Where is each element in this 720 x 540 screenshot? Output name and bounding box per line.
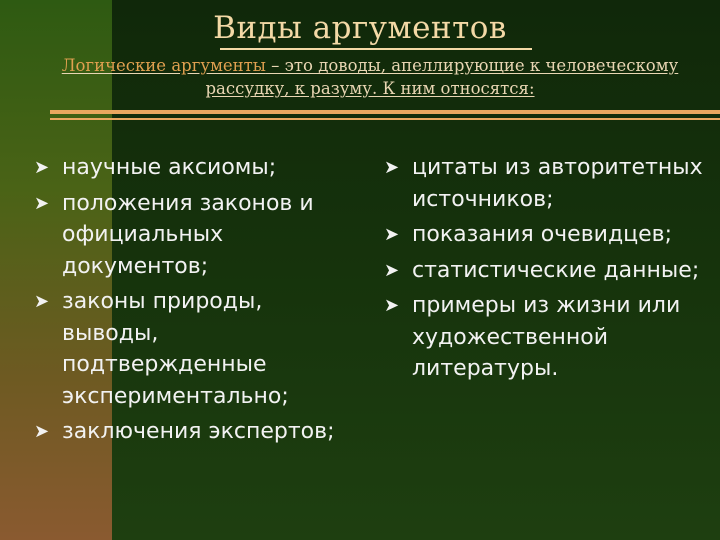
arrowhead-bullet-icon: ➤ [384,259,400,281]
list-item [34,152,364,184]
right-bullet-list [384,152,704,389]
list-item [34,286,364,412]
list-item [34,188,364,283]
subtitle-rest: – это доводы, апеллирующие к человеческому рассудку, к разуму. К ним относятся: [205,56,679,98]
subtitle-accent: Логические аргументы [61,56,266,75]
list-item-text: цитаты из авторитетных источников; [412,155,703,212]
list-item-text: законы природы, выводы, подтвержденные экспериментально; [62,289,289,409]
slide-title: Виды аргументов [213,10,507,46]
arrowhead-bullet-icon: ➤ [34,421,50,442]
arrowhead-bullet-icon: ➤ [34,192,50,214]
title-underline [220,48,532,50]
list-item [384,219,704,251]
list-item-text: статистические данные; [412,257,700,283]
arrowhead-bullet-icon: ➤ [384,224,400,245]
list-item [34,416,364,448]
list-item-text: положения законов и официальных документов; [62,190,314,279]
arrowhead-bullet-icon: ➤ [34,291,50,312]
list-item-text: примеры из жизни или художественной литературы. [412,293,681,381]
subtitle [40,54,700,100]
arrowhead-bullet-icon: ➤ [384,157,400,178]
list-item-text: показания очевидцев; [412,222,673,247]
list-item [384,255,704,287]
list-item [384,152,704,215]
divider-thin [50,118,720,120]
left-bullet-list [34,152,364,452]
list-item [384,290,704,385]
list-item-text: заключения экспертов; [62,419,335,444]
list-item-text: научные аксиомы; [62,155,277,180]
arrowhead-bullet-icon: ➤ [384,295,400,316]
divider-thick [50,110,720,114]
arrowhead-bullet-icon: ➤ [34,157,50,178]
